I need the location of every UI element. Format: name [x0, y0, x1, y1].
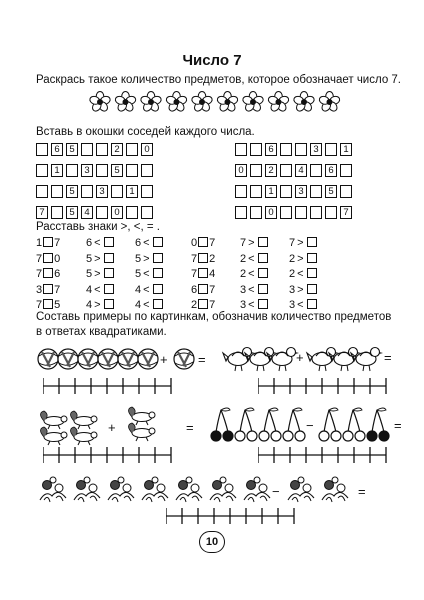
number-box: 6: [325, 164, 337, 177]
empty-answer-box[interactable]: [81, 185, 93, 198]
empty-answer-box[interactable]: [280, 164, 292, 177]
comparison-column: [240, 236, 269, 314]
cherry-icon: [283, 408, 305, 441]
neighbor-row: [36, 206, 153, 219]
right-number: 7: [54, 283, 61, 296]
task3-instruction: Расставь знаки >, <, = .: [36, 221, 161, 233]
empty-answer-box[interactable]: [111, 185, 123, 198]
number-box: 3: [295, 185, 307, 198]
number-box: 0: [235, 164, 247, 177]
right-number: 5: [54, 299, 61, 311]
empty-answer-box[interactable]: [126, 143, 138, 156]
sign-box[interactable]: [198, 253, 208, 263]
number-box[interactable]: [307, 253, 317, 263]
flower-icon[interactable]: [191, 92, 213, 113]
task2-instruction: Вставь в окошки соседей каждого числа.: [36, 126, 255, 138]
number-box[interactable]: [104, 237, 114, 247]
squirrel-icon: [41, 411, 68, 429]
birds-picture: [220, 340, 400, 374]
number-box[interactable]: [258, 299, 268, 309]
number-box: 5: [66, 185, 78, 198]
left-number: 3: [240, 283, 247, 296]
right-number: 7: [209, 299, 216, 311]
number-box[interactable]: [104, 253, 114, 263]
right-number: 2: [209, 252, 216, 265]
flower-bush-icon: [40, 477, 66, 502]
number-box: 0: [111, 206, 123, 219]
flower-bush-icon: [210, 477, 236, 502]
comparison-item: [36, 236, 60, 252]
sign-box[interactable]: [198, 284, 208, 294]
squirrel-icon: [129, 423, 156, 441]
ball-icon: [58, 349, 78, 369]
neighbor-row: [235, 164, 352, 177]
flower-bush-icon: [108, 477, 134, 502]
comparison-sign: >: [94, 252, 101, 265]
sign-box[interactable]: [43, 268, 53, 278]
comparison-item: [191, 252, 215, 268]
left-number: 1: [36, 237, 43, 249]
number-box: 3: [81, 164, 93, 177]
empty-answer-box[interactable]: [96, 164, 108, 177]
empty-answer-box[interactable]: [36, 185, 48, 198]
ball-icon: [118, 349, 138, 369]
comparison-item: [86, 283, 115, 299]
comparison-column: [135, 236, 164, 314]
left-number: 7: [289, 237, 296, 249]
ball-icon: [38, 349, 58, 369]
cherry-icon: [343, 408, 365, 441]
left-number: 4: [86, 283, 93, 296]
sign-box[interactable]: [198, 237, 208, 247]
left-number: 2: [191, 299, 198, 311]
squirrels-picture: [36, 405, 206, 445]
comparison-item: [36, 267, 60, 283]
equals-sign: =: [394, 418, 402, 433]
comparison-sign: >: [297, 252, 304, 265]
comparison-item: [135, 252, 164, 268]
neighbor-row: [36, 185, 153, 198]
number-box: 4: [295, 164, 307, 177]
left-number: 0: [191, 237, 198, 249]
left-number: 2: [289, 252, 296, 265]
empty-answer-box[interactable]: [280, 206, 292, 219]
number-box: 7: [340, 206, 352, 219]
right-number: 7: [209, 237, 216, 249]
number-box: 3: [96, 185, 108, 198]
number-box: 5: [325, 185, 337, 198]
number-box[interactable]: [104, 299, 114, 309]
number-box[interactable]: [104, 284, 114, 294]
flower-icon[interactable]: [140, 92, 162, 113]
left-number: 5: [135, 252, 142, 265]
equals-sign: =: [186, 420, 194, 435]
left-number: 7: [36, 268, 43, 280]
empty-answer-box[interactable]: [250, 185, 262, 198]
empty-answer-box[interactable]: [295, 143, 307, 156]
comparison-item: [289, 236, 318, 252]
answer-grid-balls: [43, 378, 183, 394]
left-number: 2: [240, 252, 247, 265]
empty-answer-box[interactable]: [340, 164, 352, 177]
empty-answer-box[interactable]: [310, 206, 322, 219]
left-number: 6: [135, 237, 142, 249]
minus-sign: −: [272, 484, 280, 499]
comparison-sign: >: [297, 237, 304, 249]
flower-bush-icon: [142, 477, 168, 502]
ball-icon: [174, 349, 194, 369]
number-box: 0: [141, 143, 153, 156]
ball-icon: [138, 349, 158, 369]
number-box: 6: [265, 143, 277, 156]
number-box: 2: [111, 143, 123, 156]
left-number: 3: [289, 283, 296, 296]
sign-box[interactable]: [43, 284, 53, 294]
flower-icon[interactable]: [216, 92, 238, 113]
comparison-item: [135, 236, 164, 252]
empty-answer-box[interactable]: [235, 143, 247, 156]
comparison-sign: <: [94, 237, 101, 249]
flower-icon[interactable]: [293, 92, 315, 113]
flower-icon[interactable]: [165, 92, 187, 113]
neighbor-row: [235, 143, 352, 156]
cherry-icon: [259, 408, 281, 441]
comparison-item: [191, 236, 215, 252]
flower-bush-icon: [288, 477, 314, 502]
plus-sign: +: [296, 350, 304, 365]
comparison-item: [240, 252, 269, 268]
answer-grid-squirrels: [43, 447, 183, 463]
left-number: 6: [86, 237, 93, 249]
neighbor-row: [235, 185, 352, 198]
squirrel-icon: [71, 427, 98, 445]
comparison-item: [86, 236, 115, 252]
number-box: 5: [66, 206, 78, 219]
equals-sign: =: [384, 350, 392, 365]
comparison-column: [36, 236, 60, 314]
empty-answer-box[interactable]: [126, 206, 138, 219]
empty-answer-box[interactable]: [81, 143, 93, 156]
comparison-column: [289, 236, 318, 314]
squirrel-icon: [71, 411, 98, 429]
page-number: 10: [199, 531, 225, 553]
left-number: 3: [240, 299, 247, 311]
flower-icon[interactable]: [114, 92, 136, 113]
comparison-item: [240, 236, 269, 252]
cherry-icon: [235, 408, 257, 441]
left-number: 7: [191, 252, 198, 265]
equals-sign: =: [358, 484, 366, 499]
number-box: 3: [310, 143, 322, 156]
number-box: 2: [265, 164, 277, 177]
squirrel-icon: [41, 427, 68, 445]
comparison-item: [36, 283, 60, 299]
left-number: 4: [135, 283, 142, 296]
number-box: 5: [66, 143, 78, 156]
left-number: 7: [36, 299, 43, 311]
flower-bush-icon: [176, 477, 202, 502]
empty-answer-box[interactable]: [141, 185, 153, 198]
cherry-icon: [367, 408, 389, 441]
number-box[interactable]: [104, 268, 114, 278]
number-box[interactable]: [258, 268, 268, 278]
empty-answer-box[interactable]: [126, 164, 138, 177]
neighbor-row: [36, 143, 153, 156]
comparison-column: [191, 236, 215, 314]
answer-grid-bushes: [166, 508, 306, 524]
left-number: 3: [36, 283, 43, 296]
number-box[interactable]: [153, 299, 163, 309]
task4-instruction: Составь примеры по картинкам, обозначив количество предметов в ответах квадратиками.: [36, 311, 392, 338]
number-box: 4: [81, 206, 93, 219]
number-box: 5: [111, 164, 123, 177]
comparison-sign: >: [297, 283, 304, 296]
left-number: 5: [86, 252, 93, 265]
page-title: Число 7: [182, 52, 242, 69]
right-number: 7: [54, 237, 61, 249]
empty-answer-box[interactable]: [235, 206, 247, 219]
number-box[interactable]: [307, 237, 317, 247]
number-box[interactable]: [258, 237, 268, 247]
number-box: 1: [126, 185, 138, 198]
task1-instruction: Раскрась такое количество предметов, которое обозначает число 7.: [36, 74, 402, 86]
comparison-sign: <: [248, 283, 255, 296]
flower-bush-icon: [322, 477, 348, 502]
empty-answer-box[interactable]: [66, 164, 78, 177]
left-number: 7: [191, 268, 198, 280]
empty-answer-box[interactable]: [36, 143, 48, 156]
flower-icon[interactable]: [267, 92, 289, 113]
ball-icon: [98, 349, 118, 369]
flower-bush-icon: [244, 477, 270, 502]
comparison-item: [289, 283, 318, 299]
comparison-item: [240, 267, 269, 283]
comparison-sign: >: [143, 252, 150, 265]
empty-answer-box[interactable]: [325, 143, 337, 156]
number-box[interactable]: [153, 253, 163, 263]
comparison-item: [191, 283, 215, 299]
right-number: 0: [54, 252, 61, 265]
comparison-sign: >: [94, 268, 101, 280]
answer-grid-cherries: [258, 447, 398, 463]
number-box: 1: [265, 185, 277, 198]
comparison-sign: <: [143, 283, 150, 296]
sign-box[interactable]: [43, 253, 53, 263]
plus-sign: +: [108, 420, 116, 435]
comparison-sign: >: [94, 299, 101, 311]
number-box[interactable]: [258, 284, 268, 294]
empty-answer-box[interactable]: [250, 143, 262, 156]
comparison-item: [135, 267, 164, 283]
equals-sign: =: [198, 352, 206, 367]
empty-answer-box[interactable]: [310, 185, 322, 198]
neighbor-row: [36, 164, 153, 177]
ball-icon: [78, 349, 98, 369]
empty-answer-box[interactable]: [96, 206, 108, 219]
flowers-row: [87, 90, 347, 114]
left-number: 7: [36, 252, 43, 265]
comparison-item: [36, 252, 60, 268]
comparison-item: [289, 252, 318, 268]
right-number: 6: [54, 268, 61, 280]
comparison-item: [135, 283, 164, 299]
number-box: 7: [36, 206, 48, 219]
left-number: 6: [191, 283, 198, 296]
minus-sign: −: [306, 418, 314, 433]
comparison-sign: <: [248, 299, 255, 311]
empty-answer-box[interactable]: [36, 164, 48, 177]
left-number: 7: [240, 237, 247, 249]
cherries-picture: [212, 404, 402, 444]
flower-bushes-picture: [36, 474, 396, 506]
right-number: 7: [209, 283, 216, 296]
number-box: 1: [340, 143, 352, 156]
comparison-sign: <: [297, 299, 304, 311]
left-number: 2: [240, 268, 247, 280]
number-box[interactable]: [153, 284, 163, 294]
empty-answer-box[interactable]: [325, 206, 337, 219]
squirrel-icon: [129, 407, 156, 425]
empty-answer-box[interactable]: [250, 164, 262, 177]
neighbor-row: [235, 206, 352, 219]
empty-answer-box[interactable]: [96, 143, 108, 156]
number-box[interactable]: [307, 284, 317, 294]
neighbors-left: [36, 143, 153, 227]
number-box[interactable]: [258, 253, 268, 263]
left-number: 4: [86, 299, 93, 311]
number-box: 6: [51, 143, 63, 156]
cherry-icon: [319, 408, 341, 441]
sign-box[interactable]: [198, 299, 208, 309]
comparison-sign: <: [143, 237, 150, 249]
comparison-sign: >: [248, 237, 255, 249]
left-number: 2: [289, 268, 296, 280]
empty-answer-box[interactable]: [280, 185, 292, 198]
empty-answer-box[interactable]: [51, 206, 63, 219]
comparison-sign: <: [248, 268, 255, 280]
comparison-item: [191, 267, 215, 283]
left-number: 5: [135, 268, 142, 280]
empty-answer-box[interactable]: [250, 206, 262, 219]
left-number: 4: [135, 299, 142, 311]
number-box[interactable]: [307, 299, 317, 309]
sign-box[interactable]: [43, 299, 53, 309]
empty-answer-box[interactable]: [51, 185, 63, 198]
comparison-item: [86, 267, 115, 283]
answer-grid-birds: [258, 378, 398, 394]
comparison-item: [289, 267, 318, 283]
number-box[interactable]: [153, 237, 163, 247]
comparison-sign: <: [143, 268, 150, 280]
flower-bush-icon: [74, 477, 100, 502]
comparison-sign: <: [143, 299, 150, 311]
empty-answer-box[interactable]: [310, 164, 322, 177]
empty-answer-box[interactable]: [141, 206, 153, 219]
empty-answer-box[interactable]: [280, 143, 292, 156]
flower-icon[interactable]: [89, 92, 111, 113]
empty-answer-box[interactable]: [295, 206, 307, 219]
comparison-sign: <: [297, 268, 304, 280]
number-box: 1: [51, 164, 63, 177]
cherry-icon: [211, 408, 233, 441]
flower-icon[interactable]: [318, 92, 340, 113]
empty-answer-box[interactable]: [340, 185, 352, 198]
plus-sign: +: [160, 352, 168, 367]
comparison-item: [86, 252, 115, 268]
right-number: 4: [209, 268, 216, 280]
empty-answer-box[interactable]: [141, 164, 153, 177]
balls-picture: [36, 346, 206, 376]
comparison-sign: <: [248, 252, 255, 265]
neighbors-right: [235, 143, 352, 227]
comparison-column: [86, 236, 115, 314]
flower-icon[interactable]: [242, 92, 264, 113]
empty-answer-box[interactable]: [235, 185, 247, 198]
number-box[interactable]: [153, 268, 163, 278]
left-number: 3: [289, 299, 296, 311]
sign-box[interactable]: [198, 268, 208, 278]
sign-box[interactable]: [43, 237, 53, 247]
comparison-item: [240, 283, 269, 299]
number-box: 0: [265, 206, 277, 219]
left-number: 5: [86, 268, 93, 280]
number-box[interactable]: [307, 268, 317, 278]
comparison-sign: <: [94, 283, 101, 296]
